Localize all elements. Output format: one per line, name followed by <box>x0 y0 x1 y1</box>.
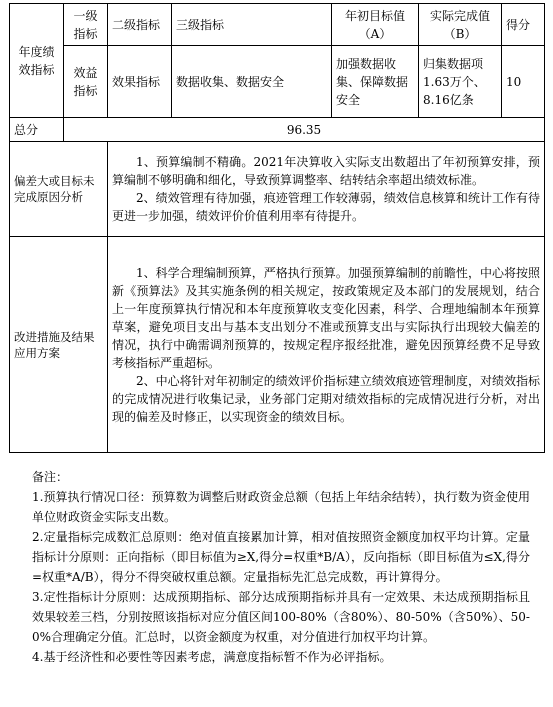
row-target: 加强数据收集、保障数据安全 <box>332 46 419 118</box>
notes-section <box>32 467 530 667</box>
note-item: 4.基于经济性和必要性等因素考虑，满意度指标暂不作为必评指标。 <box>32 650 392 664</box>
header-score: 得分 <box>502 4 545 46</box>
total-label: 总分 <box>10 118 64 142</box>
row-actual: 归集数据项1.63万个、8.16亿条 <box>419 46 502 118</box>
improve-item: 2、中心将针对年初制定的绩效评价指标建立绩效痕迹管理制度，对绩效指标的完成情况进行收集记录，业务部门定期对绩效指标的完成情况进行分析，对出现的偏差及时修正，以实现资金的绩效目标。 <box>112 373 540 424</box>
improve-label: 改进措施及结果应用方案 <box>10 237 108 453</box>
performance-table <box>9 3 545 453</box>
annual-indicator-label: 年度绩效指标 <box>10 4 64 118</box>
deviation-item: 1、预算编制不精确。2021年决算收入实际支出数超出了年初预算安排，预算编制不够明确和细化，导致预算调整率、结转结余率超出绩效标准。 <box>112 155 540 187</box>
note-item: 1.预算执行情况口径：预算数为调整后财政资金总额（包括上年结余结转），执行数为资金使用单位财政资金实际支出数。 <box>32 490 530 524</box>
total-score: 96.35 <box>64 118 545 142</box>
improve-item: 1、科学合理编制预算，严格执行预算。加强预算编制的前瞻性，中心将按照新《预算法》及其实施条例的相关规定，按政策规定及本部门的发展规划，结合上一年度预算执行情况和本年度预算收支变化因素，科学、合理地编制本年预算草案，避免项目支出与基本支出划分不准或预算支出与实际执行出现较大偏差的情况，执行中确需调剂预算的，按规定程序报经批准，避免因预算经费不足导致考核指标严重超标。 <box>112 265 540 370</box>
deviation-label: 偏差大或目标未完成原因分析 <box>10 142 108 237</box>
row-level2: 效果指标 <box>108 46 172 118</box>
improve-content <box>108 237 545 453</box>
header-target: 年初目标值（A） <box>332 4 419 46</box>
deviation-content <box>108 142 545 237</box>
deviation-item: 2、绩效管理有待加强，痕迹管理工作较薄弱，绩效信息核算和统计工作有待更进一步加强，绩效评价价值利用率有待提升。 <box>112 191 540 223</box>
note-item: 3.定性指标计分原则：达成预期指标、部分达成预期指标并具有一定效果、未达成预期指标且效果较差三档，分别按照该指标对应分值区间100-80%（含80%）、80-50%（含50%）、50-0%合理确定分值。汇总时，以资金额度为权重，对分值进行加权平均计算。 <box>32 590 530 644</box>
notes-title: 备注： <box>32 470 69 484</box>
row-level3: 数据收集、数据安全 <box>172 46 332 118</box>
header-level3: 三级指标 <box>172 4 332 46</box>
header-level2: 二级指标 <box>108 4 172 46</box>
row-score: 10 <box>502 46 545 118</box>
row-level1: 效益指标 <box>64 46 108 118</box>
header-actual: 实际完成值（B） <box>419 4 502 46</box>
header-level1: 一级指标 <box>64 4 108 46</box>
note-item: 2.定量指标完成数汇总原则：绝对值直接累加计算，相对值按照资金额度加权平均计算。定量指标计分原则：正向指标（即目标值为≥X,得分=权重*B/A），反向指标（即目标值为≤X,得分=权重*A/B），得分不得突破权重总额。定量指标先汇总完成数，再计算得分。 <box>32 530 530 584</box>
